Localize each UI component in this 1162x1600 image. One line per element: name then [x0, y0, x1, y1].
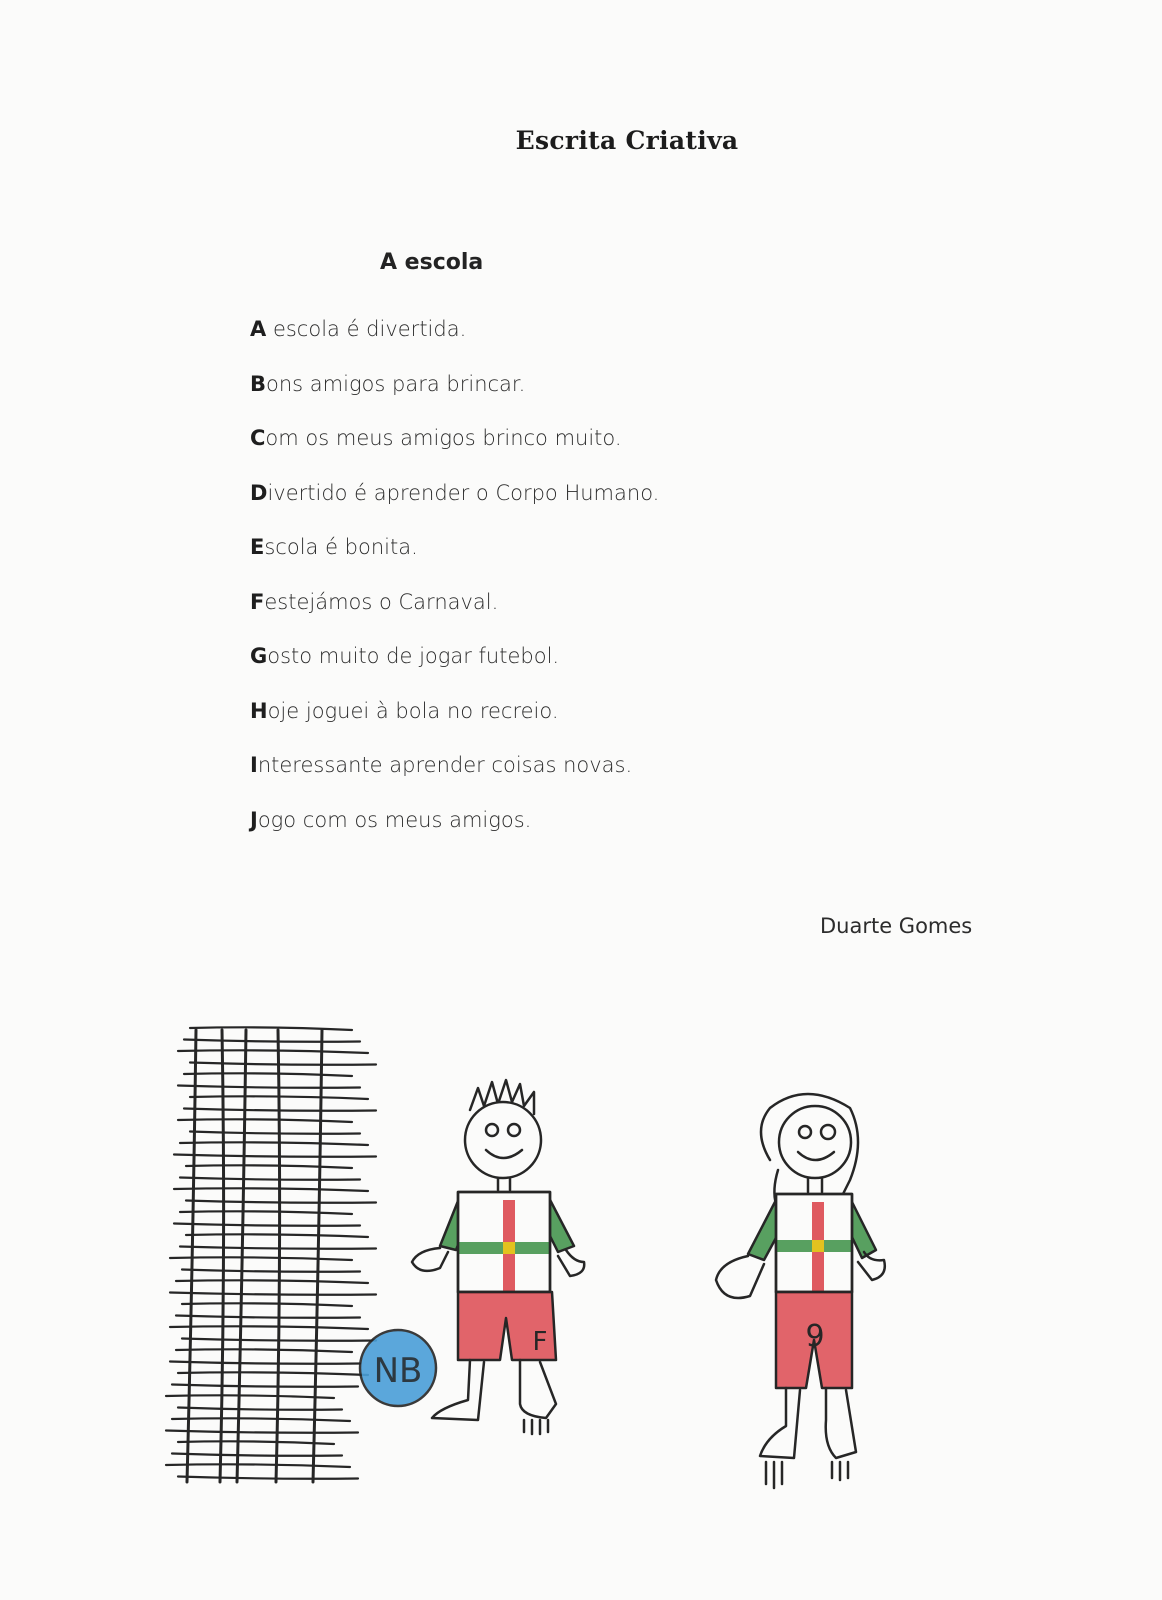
- net-line: [184, 1040, 360, 1042]
- poem-line-initial: J: [250, 807, 258, 832]
- net-line: [178, 1477, 358, 1479]
- net-line: [176, 1280, 368, 1283]
- ball-label: NB: [373, 1351, 423, 1391]
- net-line: [182, 1270, 360, 1272]
- net-post: [276, 1030, 280, 1482]
- net-line: [170, 1293, 376, 1295]
- net-line: [190, 1027, 352, 1030]
- poem-line-initial: B: [250, 371, 267, 396]
- net-line: [182, 1303, 352, 1306]
- author-name: Duarte Gomes: [820, 914, 973, 938]
- poem-line-initial: F: [250, 589, 265, 614]
- net-post: [237, 1030, 246, 1482]
- net-line: [180, 1211, 352, 1214]
- net-line: [178, 1119, 352, 1122]
- net-line: [180, 1142, 368, 1145]
- poem-line-text: oje joguei à bola no recreio.: [267, 698, 559, 723]
- net-line: [174, 1188, 368, 1191]
- net-line: [172, 1385, 358, 1387]
- poem-line-initial: A: [250, 317, 267, 341]
- net-line: [166, 1395, 334, 1398]
- net-line: [166, 1431, 358, 1433]
- net-line: [178, 1086, 360, 1088]
- poem-line-initial: C: [250, 426, 266, 450]
- net-line: [190, 1132, 360, 1134]
- net-line: [178, 1408, 342, 1410]
- net-line: [172, 1418, 350, 1421]
- net-post: [220, 1030, 224, 1482]
- poem-line-text: osto muito de jogar futebol.: [267, 644, 560, 668]
- player-one-number: F: [532, 1327, 548, 1357]
- poem-line-text: escola é divertida.: [266, 317, 467, 341]
- net-line: [172, 1454, 342, 1456]
- net-line: [184, 1073, 352, 1076]
- goal-net: [166, 1027, 376, 1482]
- soccer-ball: [360, 1330, 436, 1406]
- net-line: [170, 1326, 368, 1329]
- poem-line-initial: D: [250, 480, 268, 505]
- net-line: [178, 1050, 368, 1053]
- poem-line-initial: I: [250, 753, 258, 777]
- poem-line-text: ons amigos para brincar.: [266, 371, 526, 396]
- poem-line-text: nteressante aprender coisas novas.: [257, 753, 633, 777]
- net-line: [174, 1155, 376, 1157]
- net-line: [180, 1178, 360, 1180]
- poem-line-text: estejámos o Carnaval.: [264, 589, 499, 614]
- net-line: [176, 1316, 360, 1318]
- net-line: [186, 1165, 352, 1168]
- net-line: [178, 1441, 334, 1444]
- net-line: [186, 1234, 368, 1237]
- net-line: [170, 1257, 352, 1260]
- poem-line-initial: E: [250, 535, 265, 559]
- net-line: [176, 1349, 352, 1352]
- net-line: [170, 1362, 360, 1364]
- poem-line-initial: G: [250, 644, 268, 668]
- poem-line-initial: H: [250, 698, 268, 723]
- poem-line-text: scola é bonita.: [264, 535, 418, 559]
- page-heading: Escrita Criativa: [515, 126, 739, 155]
- net-line: [178, 1372, 368, 1375]
- net-line: [180, 1247, 376, 1249]
- player-two-number: 9: [805, 1319, 825, 1354]
- net-line: [166, 1464, 350, 1467]
- net-line: [174, 1224, 360, 1226]
- poem-line-text: ivertido é aprender o Corpo Humano.: [267, 480, 660, 505]
- poem-line-text: om os meus amigos brinco muito.: [265, 426, 622, 450]
- player-two: [716, 1094, 885, 1488]
- poem-title: A escola: [380, 250, 484, 275]
- player-one: [412, 1080, 584, 1434]
- net-line: [190, 1063, 376, 1065]
- poem-line-text: ogo com os meus amigos.: [257, 807, 532, 832]
